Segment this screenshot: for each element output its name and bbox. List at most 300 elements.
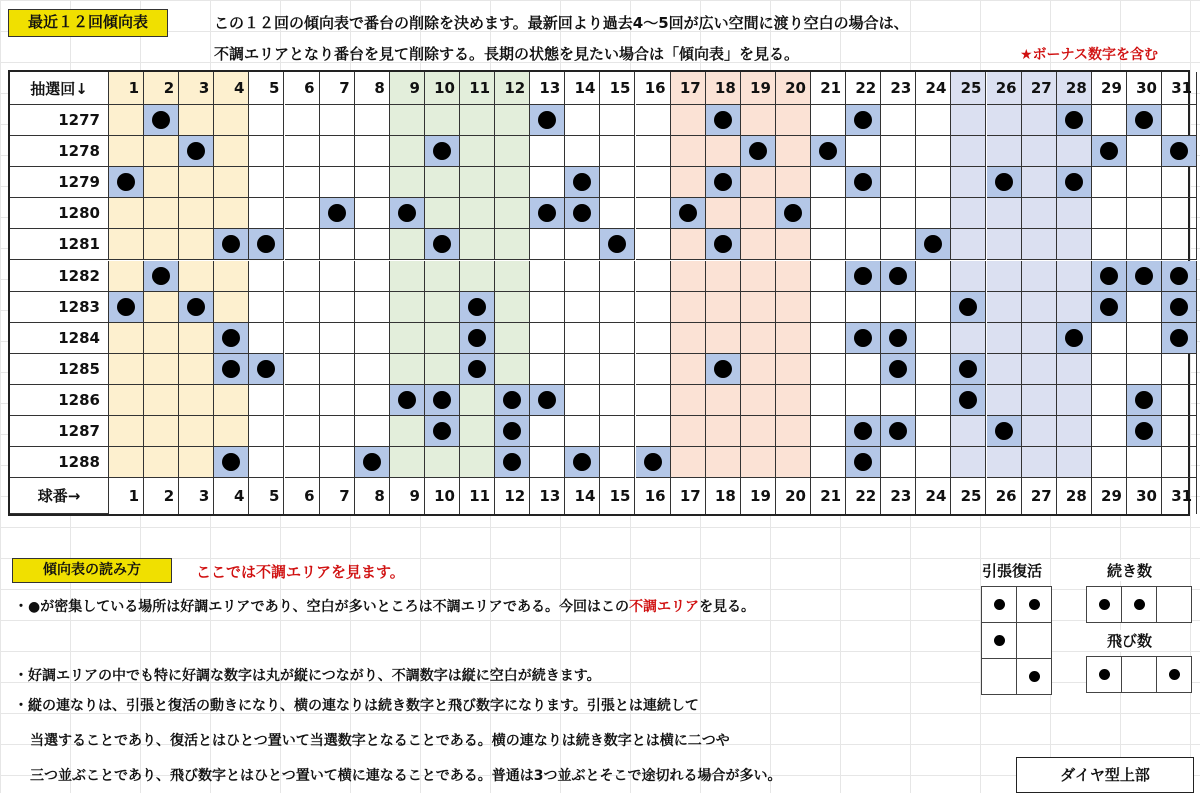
empty-cell — [390, 447, 425, 478]
empty-cell — [355, 323, 390, 354]
empty-cell — [636, 136, 671, 167]
column-footer: 8 — [355, 478, 390, 514]
column-header: 26 — [987, 72, 1022, 105]
row-label: 1278 — [10, 136, 109, 167]
empty-cell — [320, 385, 355, 416]
hit-dot-icon — [152, 111, 170, 129]
hit-dot-icon — [959, 298, 977, 316]
empty-cell — [811, 447, 846, 478]
hit-cell — [881, 261, 916, 292]
hit-cell — [916, 229, 951, 260]
empty-cell — [1162, 167, 1197, 198]
empty-cell — [706, 136, 741, 167]
hit-cell — [320, 198, 355, 229]
hit-dot-icon — [714, 111, 732, 129]
empty-cell — [565, 105, 600, 136]
hit-cell — [460, 323, 495, 354]
empty-cell — [460, 416, 495, 447]
hit-cell — [846, 416, 881, 447]
empty-cell — [355, 229, 390, 260]
column-header: 27 — [1022, 72, 1057, 105]
column-footer: 1 — [109, 478, 144, 514]
legend-cell — [1016, 658, 1052, 695]
hit-dot-icon — [1065, 329, 1083, 347]
hit-cell — [600, 229, 635, 260]
hit-cell — [636, 447, 671, 478]
hit-dot-icon — [573, 204, 591, 222]
empty-cell — [390, 354, 425, 385]
empty-cell — [881, 136, 916, 167]
empty-cell — [811, 354, 846, 385]
empty-cell — [249, 261, 284, 292]
hit-cell — [951, 292, 986, 323]
empty-cell — [179, 167, 214, 198]
hit-cell — [249, 354, 284, 385]
empty-cell — [671, 261, 706, 292]
empty-cell — [951, 323, 986, 354]
empty-cell — [916, 323, 951, 354]
hit-dot-icon — [1065, 111, 1083, 129]
hit-dot-icon — [959, 360, 977, 378]
empty-cell — [1127, 229, 1162, 260]
column-header: 10 — [425, 72, 460, 105]
column-header: 16 — [636, 72, 671, 105]
empty-cell — [390, 229, 425, 260]
empty-cell — [811, 261, 846, 292]
empty-cell — [1057, 136, 1092, 167]
hit-dot-icon — [398, 391, 416, 409]
hit-dot-icon — [503, 391, 521, 409]
empty-cell — [1022, 261, 1057, 292]
column-footer: 25 — [951, 478, 986, 514]
empty-cell — [425, 354, 460, 385]
empty-cell — [706, 261, 741, 292]
empty-cell — [214, 136, 249, 167]
empty-cell — [320, 229, 355, 260]
empty-cell — [249, 292, 284, 323]
empty-cell — [811, 198, 846, 229]
legend-cell — [981, 586, 1017, 623]
empty-cell — [1127, 136, 1162, 167]
empty-cell — [846, 136, 881, 167]
legend-skip: 飛び数 — [1107, 632, 1153, 650]
empty-cell — [390, 261, 425, 292]
hit-dot-icon — [1135, 391, 1153, 409]
page-title: 最近１２回傾向表 — [8, 9, 168, 37]
hit-dot-icon — [854, 453, 872, 471]
empty-cell — [390, 416, 425, 447]
empty-cell — [811, 416, 846, 447]
empty-cell — [1022, 198, 1057, 229]
empty-cell — [776, 261, 811, 292]
empty-cell — [285, 261, 320, 292]
hit-cell — [565, 447, 600, 478]
legend-pull-revive: 引張復活 — [982, 562, 1043, 580]
empty-cell — [425, 198, 460, 229]
hit-cell — [846, 105, 881, 136]
empty-cell — [600, 136, 635, 167]
empty-cell — [1127, 354, 1162, 385]
empty-cell — [846, 385, 881, 416]
row-label: 1283 — [10, 292, 109, 323]
empty-cell — [320, 261, 355, 292]
empty-cell — [249, 105, 284, 136]
empty-cell — [1057, 229, 1092, 260]
hit-dot-icon — [1100, 267, 1118, 285]
empty-cell — [1022, 447, 1057, 478]
empty-cell — [1057, 198, 1092, 229]
empty-cell — [495, 136, 530, 167]
empty-cell — [565, 416, 600, 447]
legend-cell — [981, 622, 1017, 659]
empty-cell — [811, 229, 846, 260]
empty-cell — [636, 323, 671, 354]
empty-cell — [214, 198, 249, 229]
empty-cell — [530, 229, 565, 260]
column-header: 3 — [179, 72, 214, 105]
hit-cell — [1127, 416, 1162, 447]
hit-cell — [1127, 385, 1162, 416]
hit-cell — [495, 416, 530, 447]
hit-dot-icon — [573, 453, 591, 471]
empty-cell — [530, 354, 565, 385]
empty-cell — [776, 136, 811, 167]
dot-icon — [1029, 671, 1040, 682]
empty-cell — [916, 136, 951, 167]
empty-cell — [320, 105, 355, 136]
empty-cell — [285, 323, 320, 354]
column-footer: 13 — [530, 478, 565, 514]
empty-cell — [320, 354, 355, 385]
hit-cell — [425, 136, 460, 167]
hit-dot-icon — [222, 329, 240, 347]
empty-cell — [846, 229, 881, 260]
legend-cell — [1086, 656, 1122, 693]
hit-dot-icon — [714, 173, 732, 191]
hit-cell — [144, 105, 179, 136]
hit-dot-icon — [749, 142, 767, 160]
empty-cell — [144, 416, 179, 447]
column-footer: 24 — [916, 478, 951, 514]
hit-cell — [530, 385, 565, 416]
column-footer: 20 — [776, 478, 811, 514]
hit-cell — [1057, 167, 1092, 198]
empty-cell — [1022, 105, 1057, 136]
empty-cell — [144, 167, 179, 198]
empty-cell — [1092, 354, 1127, 385]
column-footer: 3 — [179, 478, 214, 514]
empty-cell — [846, 292, 881, 323]
empty-cell — [390, 167, 425, 198]
dot-icon — [1134, 599, 1145, 610]
hit-dot-icon — [222, 235, 240, 253]
empty-cell — [425, 323, 460, 354]
empty-cell — [741, 229, 776, 260]
empty-cell — [249, 385, 284, 416]
empty-cell — [495, 261, 530, 292]
hit-cell — [881, 354, 916, 385]
column-header: 19 — [741, 72, 776, 105]
column-footer: 30 — [1127, 478, 1162, 514]
empty-cell — [495, 229, 530, 260]
column-header: 17 — [671, 72, 706, 105]
legend-cell — [1086, 586, 1122, 623]
empty-cell — [706, 292, 741, 323]
hit-dot-icon — [117, 173, 135, 191]
empty-cell — [636, 416, 671, 447]
empty-cell — [671, 229, 706, 260]
empty-cell — [671, 385, 706, 416]
hit-cell — [1162, 261, 1197, 292]
empty-cell — [846, 198, 881, 229]
empty-cell — [916, 354, 951, 385]
legend-cell — [1121, 586, 1157, 623]
empty-cell — [109, 354, 144, 385]
empty-cell — [987, 198, 1022, 229]
hit-cell — [811, 136, 846, 167]
row-label: 1286 — [10, 385, 109, 416]
empty-cell — [1057, 447, 1092, 478]
empty-cell — [355, 198, 390, 229]
empty-cell — [1022, 416, 1057, 447]
empty-cell — [916, 261, 951, 292]
hit-dot-icon — [433, 422, 451, 440]
hit-cell — [214, 229, 249, 260]
empty-cell — [460, 261, 495, 292]
empty-cell — [109, 447, 144, 478]
hit-dot-icon — [433, 142, 451, 160]
empty-cell — [1162, 416, 1197, 447]
hit-dot-icon — [608, 235, 626, 253]
empty-cell — [320, 167, 355, 198]
hit-dot-icon — [889, 267, 907, 285]
empty-cell — [811, 292, 846, 323]
column-header: 6 — [285, 72, 320, 105]
empty-cell — [214, 416, 249, 447]
trend-table — [8, 70, 1193, 516]
empty-cell — [530, 447, 565, 478]
hit-dot-icon — [854, 173, 872, 191]
column-header: 13 — [530, 72, 565, 105]
empty-cell — [776, 416, 811, 447]
legend-cell — [1016, 622, 1052, 659]
hit-dot-icon — [468, 329, 486, 347]
empty-cell — [249, 198, 284, 229]
column-footer: 27 — [1022, 478, 1057, 514]
empty-cell — [600, 447, 635, 478]
column-header: 2 — [144, 72, 179, 105]
dot-icon — [1169, 669, 1180, 680]
hit-dot-icon — [1100, 142, 1118, 160]
column-header: 23 — [881, 72, 916, 105]
guide-line-3: ・縦の連なりは、引張と復活の動きになり、横の連なりは続き数字と飛び数字になります。引張とは連続して — [14, 698, 699, 714]
empty-cell — [1162, 447, 1197, 478]
empty-cell — [671, 323, 706, 354]
empty-cell — [881, 198, 916, 229]
hit-cell — [214, 447, 249, 478]
column-header: 12 — [495, 72, 530, 105]
empty-cell — [600, 416, 635, 447]
empty-cell — [179, 229, 214, 260]
column-footer: 7 — [320, 478, 355, 514]
hit-cell — [951, 354, 986, 385]
column-footer: 23 — [881, 478, 916, 514]
hit-dot-icon — [1170, 142, 1188, 160]
empty-cell — [1057, 385, 1092, 416]
empty-cell — [1162, 105, 1197, 136]
empty-cell — [425, 261, 460, 292]
empty-cell — [951, 136, 986, 167]
empty-cell — [179, 354, 214, 385]
hit-dot-icon — [1135, 422, 1153, 440]
column-footer: 17 — [671, 478, 706, 514]
hit-cell — [1127, 105, 1162, 136]
empty-cell — [1022, 229, 1057, 260]
empty-cell — [214, 167, 249, 198]
empty-cell — [109, 198, 144, 229]
empty-cell — [109, 323, 144, 354]
empty-cell — [741, 323, 776, 354]
empty-cell — [495, 323, 530, 354]
hit-cell — [1127, 261, 1162, 292]
hit-dot-icon — [854, 329, 872, 347]
hit-cell — [987, 167, 1022, 198]
empty-cell — [249, 447, 284, 478]
empty-cell — [1162, 385, 1197, 416]
empty-cell — [565, 323, 600, 354]
hit-cell — [355, 447, 390, 478]
empty-cell — [144, 323, 179, 354]
empty-cell — [214, 261, 249, 292]
column-header: 18 — [706, 72, 741, 105]
hit-dot-icon — [714, 235, 732, 253]
empty-cell — [846, 354, 881, 385]
empty-cell — [530, 261, 565, 292]
empty-cell — [881, 105, 916, 136]
column-header: 1 — [109, 72, 144, 105]
hit-cell — [1162, 292, 1197, 323]
hit-dot-icon — [889, 360, 907, 378]
hit-dot-icon — [503, 453, 521, 471]
empty-cell — [565, 261, 600, 292]
column-header: 31 — [1162, 72, 1197, 105]
column-header: 9 — [390, 72, 425, 105]
empty-cell — [741, 385, 776, 416]
empty-cell — [109, 261, 144, 292]
dot-icon — [1029, 599, 1040, 610]
column-footer: 28 — [1057, 478, 1092, 514]
empty-cell — [565, 136, 600, 167]
empty-cell — [881, 167, 916, 198]
hit-dot-icon — [433, 235, 451, 253]
empty-cell — [881, 292, 916, 323]
empty-cell — [285, 229, 320, 260]
legend-cell — [1121, 656, 1157, 693]
hit-dot-icon — [1065, 173, 1083, 191]
empty-cell — [951, 105, 986, 136]
empty-cell — [460, 105, 495, 136]
legend-cell — [1016, 586, 1052, 623]
empty-cell — [671, 354, 706, 385]
empty-cell — [460, 198, 495, 229]
empty-cell — [390, 292, 425, 323]
empty-cell — [987, 292, 1022, 323]
empty-cell — [144, 385, 179, 416]
column-footer: 10 — [425, 478, 460, 514]
hit-dot-icon — [187, 142, 205, 160]
dot-icon — [1099, 599, 1110, 610]
empty-cell — [179, 261, 214, 292]
hit-cell — [671, 198, 706, 229]
empty-cell — [741, 416, 776, 447]
hit-dot-icon — [468, 360, 486, 378]
empty-cell — [1092, 167, 1127, 198]
guide-subtitle: ここでは不調エリアを見ます。 — [196, 563, 405, 581]
empty-cell — [1022, 167, 1057, 198]
empty-cell — [249, 416, 284, 447]
empty-cell — [987, 385, 1022, 416]
empty-cell — [741, 354, 776, 385]
hit-dot-icon — [503, 422, 521, 440]
column-header: 15 — [600, 72, 635, 105]
column-header: 7 — [320, 72, 355, 105]
hit-dot-icon — [819, 142, 837, 160]
legend-consecutive: 続き数 — [1107, 562, 1153, 580]
bonus-note: ★ボーナス数字を含む — [1020, 47, 1158, 63]
column-header: 24 — [916, 72, 951, 105]
hit-dot-icon — [222, 360, 240, 378]
hit-cell — [706, 105, 741, 136]
hit-dot-icon — [187, 298, 205, 316]
empty-cell — [600, 385, 635, 416]
column-footer: 26 — [987, 478, 1022, 514]
column-header: 14 — [565, 72, 600, 105]
empty-cell — [214, 385, 249, 416]
header-label: 抽選回↓ — [10, 72, 109, 105]
hit-dot-icon — [889, 329, 907, 347]
empty-cell — [285, 198, 320, 229]
empty-cell — [600, 354, 635, 385]
empty-cell — [987, 447, 1022, 478]
empty-cell — [1162, 198, 1197, 229]
empty-cell — [776, 292, 811, 323]
empty-cell — [144, 447, 179, 478]
empty-cell — [636, 385, 671, 416]
empty-cell — [285, 416, 320, 447]
hit-dot-icon — [714, 360, 732, 378]
empty-cell — [179, 385, 214, 416]
column-header: 21 — [811, 72, 846, 105]
empty-cell — [951, 416, 986, 447]
hit-cell — [776, 198, 811, 229]
hit-dot-icon — [889, 422, 907, 440]
dot-icon — [1099, 669, 1110, 680]
empty-cell — [179, 447, 214, 478]
hit-dot-icon — [433, 391, 451, 409]
text: ・●が密集している場所は好調エリアであり、空白が多いところは不調エリアである。今回はこの — [14, 599, 630, 615]
dot-icon — [994, 635, 1005, 646]
hit-dot-icon — [468, 298, 486, 316]
hit-cell — [1092, 292, 1127, 323]
empty-cell — [706, 198, 741, 229]
hit-dot-icon — [995, 173, 1013, 191]
empty-cell — [355, 261, 390, 292]
empty-cell — [600, 323, 635, 354]
empty-cell — [425, 167, 460, 198]
hit-cell — [214, 354, 249, 385]
hit-dot-icon — [1170, 298, 1188, 316]
empty-cell — [600, 198, 635, 229]
